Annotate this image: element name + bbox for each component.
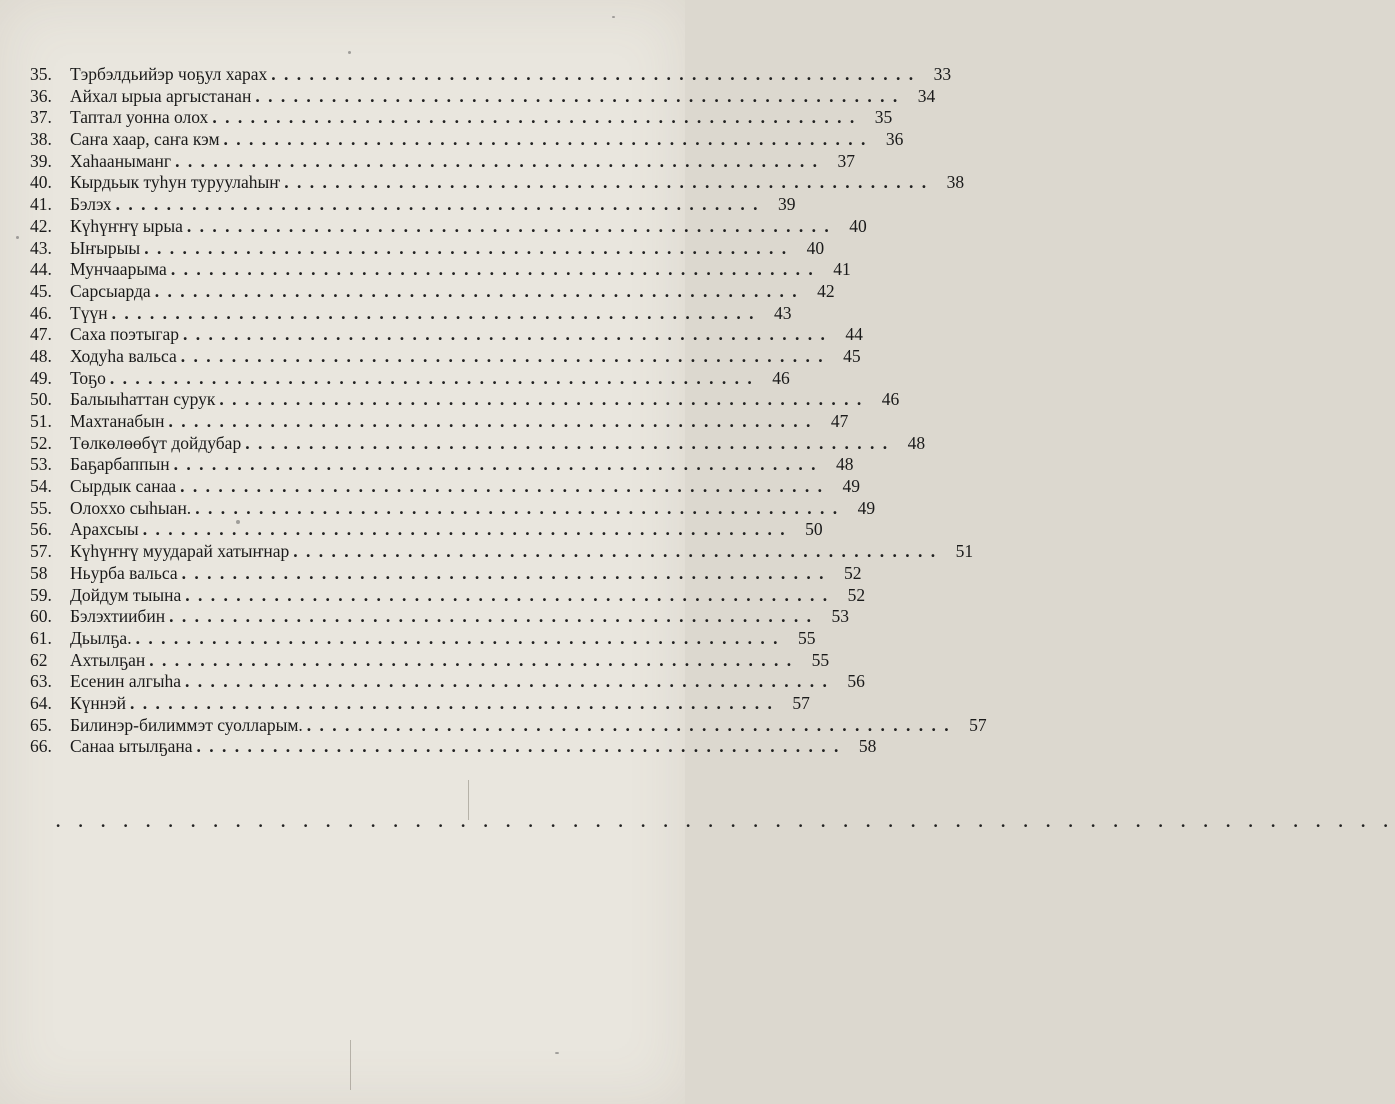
- entry-number: 66.: [30, 736, 52, 757]
- toc-entry: [30, 150, 855, 173]
- entry-page-number: 41: [833, 259, 851, 280]
- entry-number: 36.: [30, 85, 52, 106]
- dot-leader: [182, 563, 826, 585]
- dot-leader: [181, 346, 825, 368]
- entry-number: 53.: [30, 454, 52, 475]
- dot-leader: [219, 389, 863, 411]
- entry-number: 54.: [30, 476, 52, 497]
- dot-leader: [284, 172, 928, 194]
- dot-leader: [116, 194, 760, 216]
- dot-leader: [271, 64, 915, 86]
- dot-leader: [212, 107, 856, 129]
- entry-number: 35.: [30, 64, 52, 84]
- print-speck: [236, 520, 240, 524]
- entry-title: Тэрбэлдьийэр чоҕул харах: [70, 64, 268, 84]
- print-speck: [612, 16, 615, 18]
- toc-entry: [30, 454, 854, 476]
- entry-page-number: 40: [849, 215, 867, 236]
- entry-title: Олоххо сыһыан.: [70, 497, 192, 518]
- entry-number: 40.: [30, 172, 52, 193]
- entry-page-number: 39: [777, 194, 796, 215]
- toc-entry: [30, 64, 952, 86]
- dot-leader: [110, 368, 754, 390]
- entry-title: Сырдык санаа: [70, 476, 177, 497]
- entry-page-number: 43: [773, 302, 792, 323]
- dot-leader: [185, 671, 829, 693]
- entry-number: 38.: [30, 129, 52, 150]
- entry-page-number: 58: [858, 736, 877, 757]
- dot-leader: [180, 476, 824, 498]
- entry-title: Ньурба вальса: [70, 562, 178, 583]
- entry-number: 63.: [30, 671, 52, 692]
- toc-entry: [30, 649, 830, 672]
- toc-entry: [30, 85, 936, 108]
- toc-entry: [30, 129, 904, 151]
- dot-leader: [195, 498, 839, 520]
- entry-page-number: 44: [845, 324, 863, 345]
- entry-page-number: 49: [857, 497, 876, 518]
- toc-entry: [30, 411, 849, 433]
- entry-page-number: 42: [817, 280, 835, 301]
- entry-title: Түүн: [70, 302, 108, 323]
- entry-page-number: 50: [805, 519, 823, 540]
- toc-entry: [30, 714, 987, 737]
- toc-entry: [30, 606, 850, 628]
- entry-page-number: 46: [881, 389, 900, 410]
- toc-entry: [30, 432, 926, 455]
- dot-leader: [255, 86, 899, 108]
- entry-number: 42.: [30, 215, 52, 236]
- dot-leader: [307, 715, 951, 737]
- entry-title: Тоҕо: [70, 367, 106, 388]
- entry-number: 51.: [30, 411, 52, 431]
- entry-page-number: 48: [907, 432, 926, 453]
- entry-page-number: 55: [811, 649, 830, 670]
- dot-leader: [245, 433, 889, 455]
- dot-leader: [187, 216, 831, 238]
- entry-page-number: 48: [836, 454, 854, 475]
- toc-entry: [30, 692, 810, 715]
- toc-entry: [30, 671, 865, 693]
- entry-page-number: 56: [847, 671, 865, 692]
- entry-title: Махтанабын: [70, 411, 165, 431]
- dot-leader: [293, 541, 937, 563]
- dot-leader: [112, 303, 756, 325]
- entry-title: Кырдьык туһун туруулаһыҥ: [70, 172, 281, 193]
- toc-entry: [30, 215, 867, 238]
- entry-number: 50.: [30, 389, 52, 410]
- entry-title: Балыыһаттан сурук: [70, 389, 216, 410]
- entry-title: Баҕарбаппын: [70, 454, 170, 475]
- entry-page-number: 47: [830, 411, 849, 431]
- entry-title: Төлкөлөөбүт дойдубар: [70, 432, 242, 453]
- entry-page-number: 57: [792, 692, 810, 713]
- toc-entry: [30, 389, 900, 411]
- print-speck: [16, 236, 19, 239]
- toc-entry: [30, 736, 877, 758]
- entry-number: 60.: [30, 606, 52, 627]
- entry-number: 41.: [30, 194, 52, 215]
- toc-entry: [30, 172, 965, 194]
- print-speck: [555, 1052, 559, 1054]
- entry-number: 46.: [30, 302, 52, 323]
- entry-title: Дойдум тыына: [70, 584, 182, 605]
- dot-leader: [168, 411, 812, 433]
- entry-title: Ыҥырыы: [70, 237, 141, 258]
- dot-leader: [185, 585, 829, 607]
- toc-entry: [30, 541, 974, 563]
- entry-title: Сарсыарда: [70, 280, 151, 301]
- paper-fiber: [468, 780, 469, 820]
- entry-title: Саҥа хаар, саҥа кэм: [70, 129, 220, 150]
- entry-title: Күннэй: [70, 692, 127, 713]
- entry-number: 47.: [30, 324, 52, 345]
- entry-page-number: 40: [806, 237, 825, 258]
- entry-page-number: 49: [842, 476, 861, 497]
- entry-page-number: 51: [955, 541, 974, 562]
- entry-page-number: 36: [885, 129, 904, 150]
- print-speck: [348, 51, 351, 54]
- entry-title: Арахсыы: [70, 519, 139, 540]
- entry-title: Хаһааныманг: [70, 150, 172, 171]
- dot-leader: [183, 324, 827, 346]
- dot-leader: [144, 238, 788, 260]
- entry-number: 48.: [30, 345, 52, 366]
- entry-title: Күһүҥҥү муударай хатыҥнар: [70, 541, 290, 562]
- entry-page-number: 33: [933, 64, 952, 84]
- entry-number: 52.: [30, 432, 52, 453]
- toc-entry: [30, 627, 816, 650]
- dot-leader: [155, 281, 799, 303]
- entry-title: Есенин алгыһа: [70, 671, 182, 692]
- dot-leader: [197, 736, 841, 758]
- dot-leader: [171, 259, 815, 281]
- entry-page-number: 52: [847, 584, 866, 605]
- entry-title: Айхал ырыа аргыстанан: [70, 85, 252, 106]
- dot-leader: [174, 454, 818, 476]
- entry-title: Саха поэтыгар: [70, 324, 180, 345]
- entry-number: 59.: [30, 584, 52, 605]
- entry-title: Күһүҥҥү ырыа: [70, 215, 183, 236]
- entry-number: 61.: [30, 627, 52, 648]
- entry-title: Ходуһа вальса: [70, 345, 177, 366]
- entry-page-number: 37: [837, 150, 855, 171]
- entry-page-number: 53: [831, 606, 850, 627]
- toc-entry: [30, 237, 825, 260]
- toc-entry: [30, 367, 790, 390]
- dot-leader: [130, 693, 774, 715]
- entry-number: 43.: [30, 237, 52, 258]
- entry-page-number: 52: [843, 562, 862, 583]
- entry-title: Дьылҕа.: [70, 627, 132, 648]
- toc-entry: [30, 194, 796, 216]
- entry-title: Таптал уонна олох: [70, 107, 209, 128]
- entry-page-number: 38: [946, 172, 965, 193]
- entry-page-number: 57: [969, 714, 987, 735]
- dot-leader: [169, 606, 813, 628]
- dot-leader: [224, 129, 868, 151]
- entry-title: Билинэр-билиммэт суолларым.: [70, 714, 303, 735]
- toc-entry: [30, 476, 861, 498]
- closing-dot-row: . . . . . . . . . . . . . . . . . . . . . . . . . . . . . . . . . . . . . . . . . . . . . . . . . . . . . . . . . . . .: [56, 812, 1395, 831]
- entry-title: Санаа ытылҕана: [70, 736, 193, 757]
- table-of-contents: [30, 64, 987, 758]
- entry-number: 64.: [30, 692, 52, 713]
- entry-number: 65.: [30, 714, 52, 735]
- toc-entry: [30, 519, 823, 541]
- toc-entry: [30, 345, 861, 368]
- dot-leader: [149, 650, 793, 672]
- entry-page-number: 45: [843, 345, 861, 366]
- toc-entry: [30, 497, 876, 520]
- toc-entry: [30, 259, 851, 281]
- entry-number: 45.: [30, 280, 52, 301]
- entry-number: 37.: [30, 107, 52, 128]
- entry-number: 56.: [30, 519, 52, 540]
- entry-title: Мунчаарыма: [70, 259, 167, 280]
- toc-entry: [30, 280, 835, 303]
- entry-page-number: 35: [874, 107, 893, 128]
- toc-entry: [30, 302, 792, 325]
- entry-number: 44.: [30, 259, 52, 280]
- paper-fiber: [350, 1040, 351, 1090]
- entry-number: 58: [30, 562, 48, 583]
- entry-page-number: 55: [797, 627, 816, 648]
- dot-leader: [136, 628, 780, 650]
- toc-entry: [30, 324, 863, 346]
- entry-number: 49.: [30, 367, 52, 388]
- entry-title: Бэлэхтиибин: [70, 606, 166, 627]
- toc-entry: [30, 584, 866, 607]
- dot-leader: [175, 151, 819, 173]
- entry-title: Ахтылҕан: [70, 649, 146, 670]
- entry-page-number: 34: [917, 85, 936, 106]
- entry-number: 62: [30, 649, 48, 670]
- entry-number: 39.: [30, 150, 52, 171]
- toc-entry: [30, 562, 862, 585]
- entry-page-number: 46: [772, 367, 790, 388]
- entry-number: 55.: [30, 497, 52, 518]
- entry-number: 57.: [30, 541, 52, 562]
- toc-entry: [30, 107, 893, 129]
- entry-title: Бэлэх: [70, 194, 112, 215]
